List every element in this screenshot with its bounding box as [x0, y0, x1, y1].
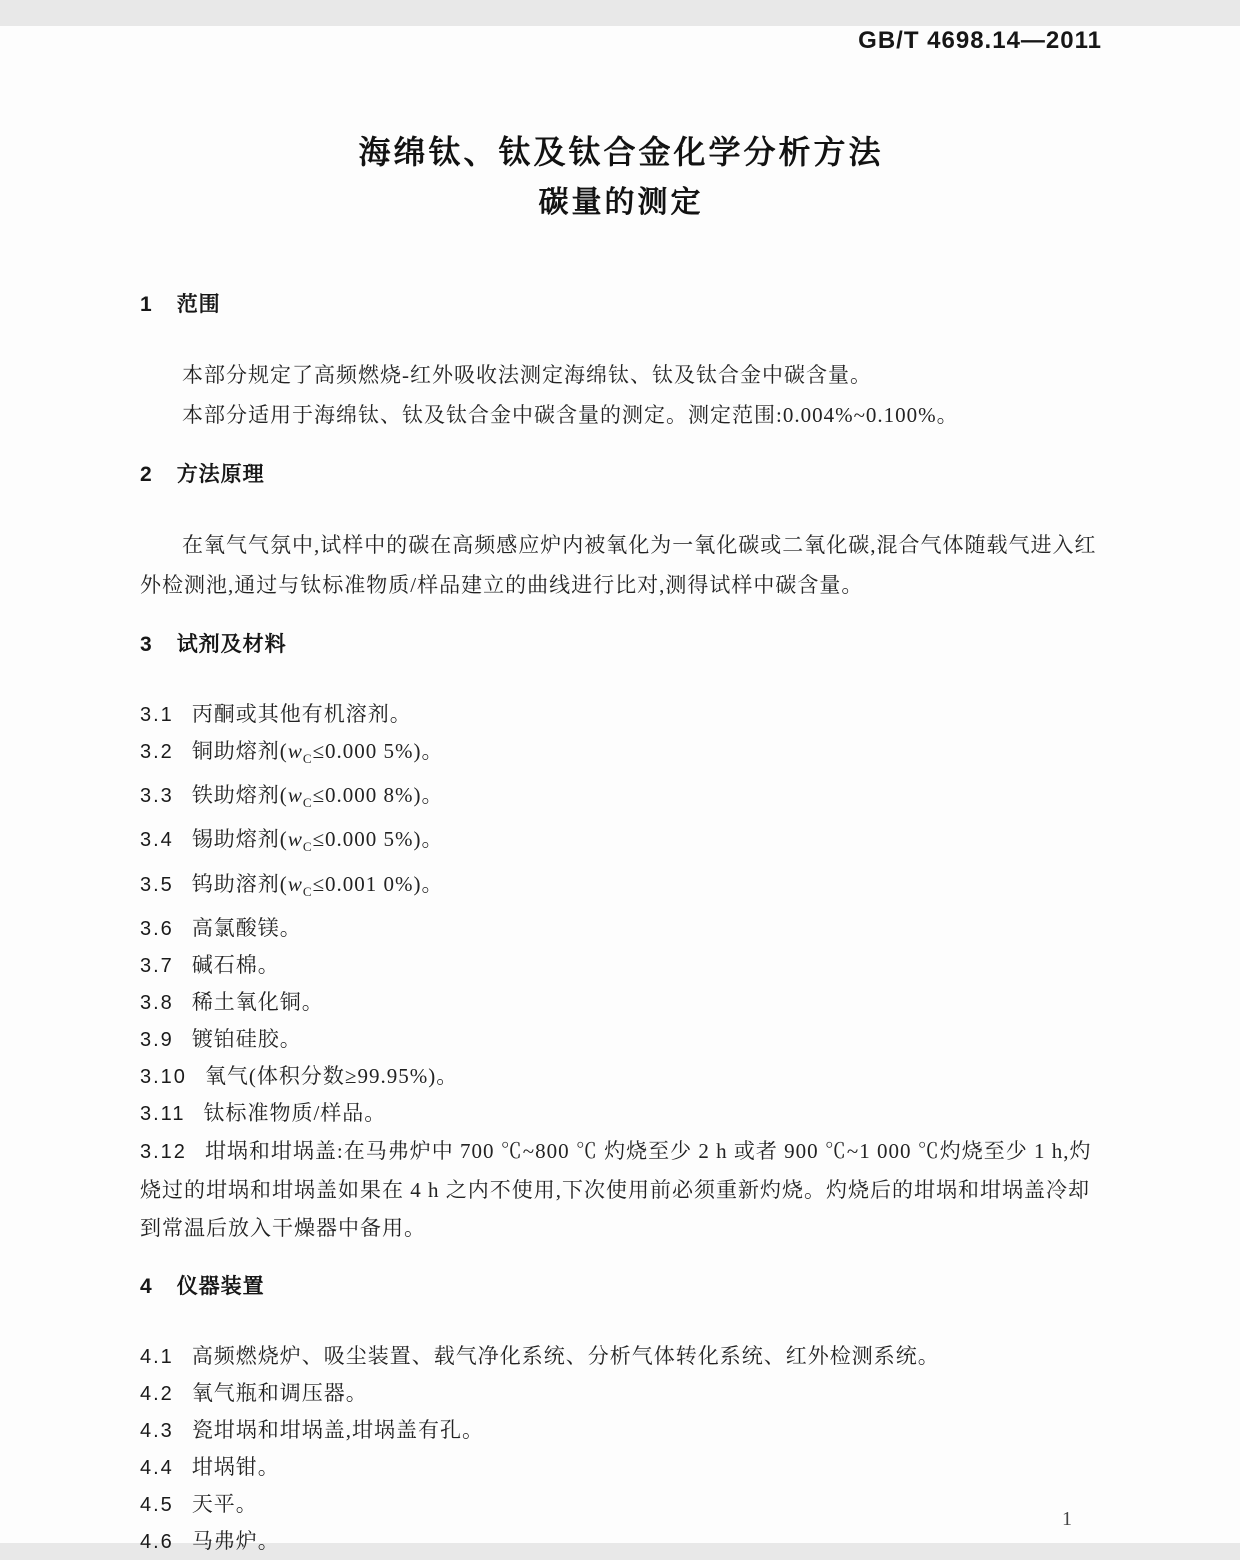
- section-apparatus-label: 仪器装置: [176, 1274, 265, 1298]
- list-item: [140, 1058, 1102, 1095]
- item-text: 氧气(体积分数≥99.95%)。: [204, 1063, 459, 1088]
- section-reagents-heading: [140, 632, 1102, 658]
- apparatus-list: [140, 1338, 1102, 1560]
- document-subtitle: 碳量的测定: [538, 186, 704, 219]
- page-number: 1: [1062, 1508, 1072, 1530]
- item-number: 3.11: [140, 1102, 186, 1125]
- item-number: 4.1: [140, 1345, 174, 1368]
- item-number: 3.1: [140, 704, 174, 726]
- item-number: 3.5: [140, 873, 174, 896]
- document-page: [0, 26, 1240, 1553]
- section-reagents-label: 试剂及材料: [176, 633, 287, 656]
- item-number: 3.9: [140, 1028, 174, 1051]
- scope-paragraph-2: 本部分适用于海绵钛、钛及钛合金中碳含量的测定。测定范围:0.004%~0.100%。: [182, 403, 959, 427]
- document-title: 海绵钛、钛及钛合金化学分析方法: [358, 134, 884, 170]
- mass-fraction-symbol: w: [287, 739, 303, 763]
- principle-paragraph: 在氧气气氛中,试样中的碳在高频感应炉内被氧化为一氧化碳或二氧化碳,混合气体随载气进入红外检测池,通过与钛标准物质/样品建立的曲线进行比对,测得试样中碳含量。: [140, 533, 1097, 597]
- item-number: 3.2: [140, 741, 174, 763]
- section-principle-label: 方法原理: [176, 463, 265, 486]
- item-number: 4.4: [140, 1456, 174, 1479]
- item-text: 天平。: [191, 1491, 258, 1516]
- section-scope-heading: [140, 292, 1102, 318]
- section-principle-heading: [140, 462, 1102, 488]
- item-text: 稀土氧化铜。: [191, 989, 324, 1014]
- list-item: [140, 866, 1102, 910]
- mass-fraction-symbol: w: [287, 783, 303, 808]
- list-item: [140, 733, 1102, 777]
- subscript-c: C: [302, 883, 313, 899]
- list-item: [140, 1375, 1102, 1412]
- item-text: 氧气瓶和调压器。: [191, 1380, 368, 1405]
- list-item: [140, 1523, 1102, 1560]
- item-text: 钛标准物质/样品。: [203, 1100, 387, 1125]
- item-number: 4.3: [140, 1419, 174, 1442]
- item-text: 马弗炉。: [191, 1528, 280, 1553]
- section-principle-number: 2: [140, 463, 153, 486]
- scope-paragraph-1: 本部分规定了高频燃烧-红外吸收法测定海绵钛、钛及钛合金中碳含量。: [182, 363, 872, 387]
- mass-fraction-symbol: w: [287, 871, 303, 896]
- item-number: 3.4: [140, 829, 174, 852]
- item-text: 铁助熔剂($w_C\le 0.000$ 8%)。: [191, 783, 444, 811]
- list-item: [140, 947, 1102, 984]
- list-item: [140, 1021, 1102, 1058]
- item-text: 坩埚和坩埚盖:在马弗炉中 700 ℃~800 ℃ 灼烧至少 2 h 或者 900 ℃~1 000 ℃灼烧至少 1 h,灼烧过的坩埚和坩埚盖如果在 4 h 之内不使用,下次使用前必须重新灼烧。灼烧后的坩埚和坩埚盖冷却到常温后放入干燥器中备用。: [140, 1138, 1092, 1240]
- item-text: 高氯酸镁。: [191, 915, 302, 940]
- list-item: [140, 1132, 1102, 1247]
- item-number: 4.6: [140, 1530, 174, 1553]
- standard-number: GB/T 4698.14—2011: [858, 27, 1102, 54]
- mass-fraction-symbol: w: [287, 827, 303, 852]
- section-scope-label: 范围: [176, 293, 221, 316]
- list-item: [140, 984, 1102, 1021]
- list-item: [140, 1486, 1102, 1523]
- item-number: 4.2: [140, 1382, 174, 1405]
- item-number: 3.10: [140, 1065, 187, 1088]
- subscript-c: C: [302, 751, 313, 767]
- section-scope-number: 1: [140, 293, 153, 316]
- item-number: 3.8: [140, 991, 174, 1014]
- title-block: [140, 132, 1102, 221]
- subscript-c: C: [302, 839, 313, 855]
- item-text: 钨助溶剂($w_C\le 0.001$ 0%)。: [191, 871, 444, 899]
- list-item: [140, 821, 1102, 865]
- item-text: 高频燃烧炉、吸尘装置、载气净化系统、分析气体转化系统、红外检测系统。: [191, 1343, 940, 1368]
- list-item: [140, 1449, 1102, 1486]
- item-number: 4.5: [140, 1493, 174, 1516]
- subscript-c: C: [302, 795, 313, 811]
- list-item: [140, 1338, 1102, 1375]
- reagents-list: [140, 696, 1102, 1247]
- list-item: [140, 696, 1102, 733]
- item-number: 3.3: [140, 785, 174, 808]
- item-text: 锡助熔剂($w_C\le 0.000$ 5%)。: [191, 827, 444, 855]
- list-item: [140, 910, 1102, 947]
- list-item: [140, 1095, 1102, 1132]
- section-apparatus-heading: [140, 1274, 1102, 1300]
- section-apparatus-number: 4: [140, 1274, 153, 1298]
- item-number: 3.12: [140, 1140, 187, 1163]
- list-item: [140, 777, 1102, 821]
- item-text: 坩埚钳。: [191, 1454, 280, 1479]
- item-number: 3.7: [140, 954, 174, 977]
- item-text: 丙酮或其他有机溶剂。: [191, 702, 412, 726]
- item-text: 碱石棉。: [191, 952, 280, 977]
- item-number: 3.6: [140, 917, 174, 940]
- section-reagents-number: 3: [140, 633, 153, 656]
- list-item: [140, 1412, 1102, 1449]
- item-text: 铜助熔剂($w_C\le 0.000$ 5%)。: [191, 739, 444, 767]
- item-text: 镀铂硅胶。: [191, 1026, 302, 1051]
- item-text: 瓷坩埚和坩埚盖,坩埚盖有孔。: [191, 1417, 485, 1442]
